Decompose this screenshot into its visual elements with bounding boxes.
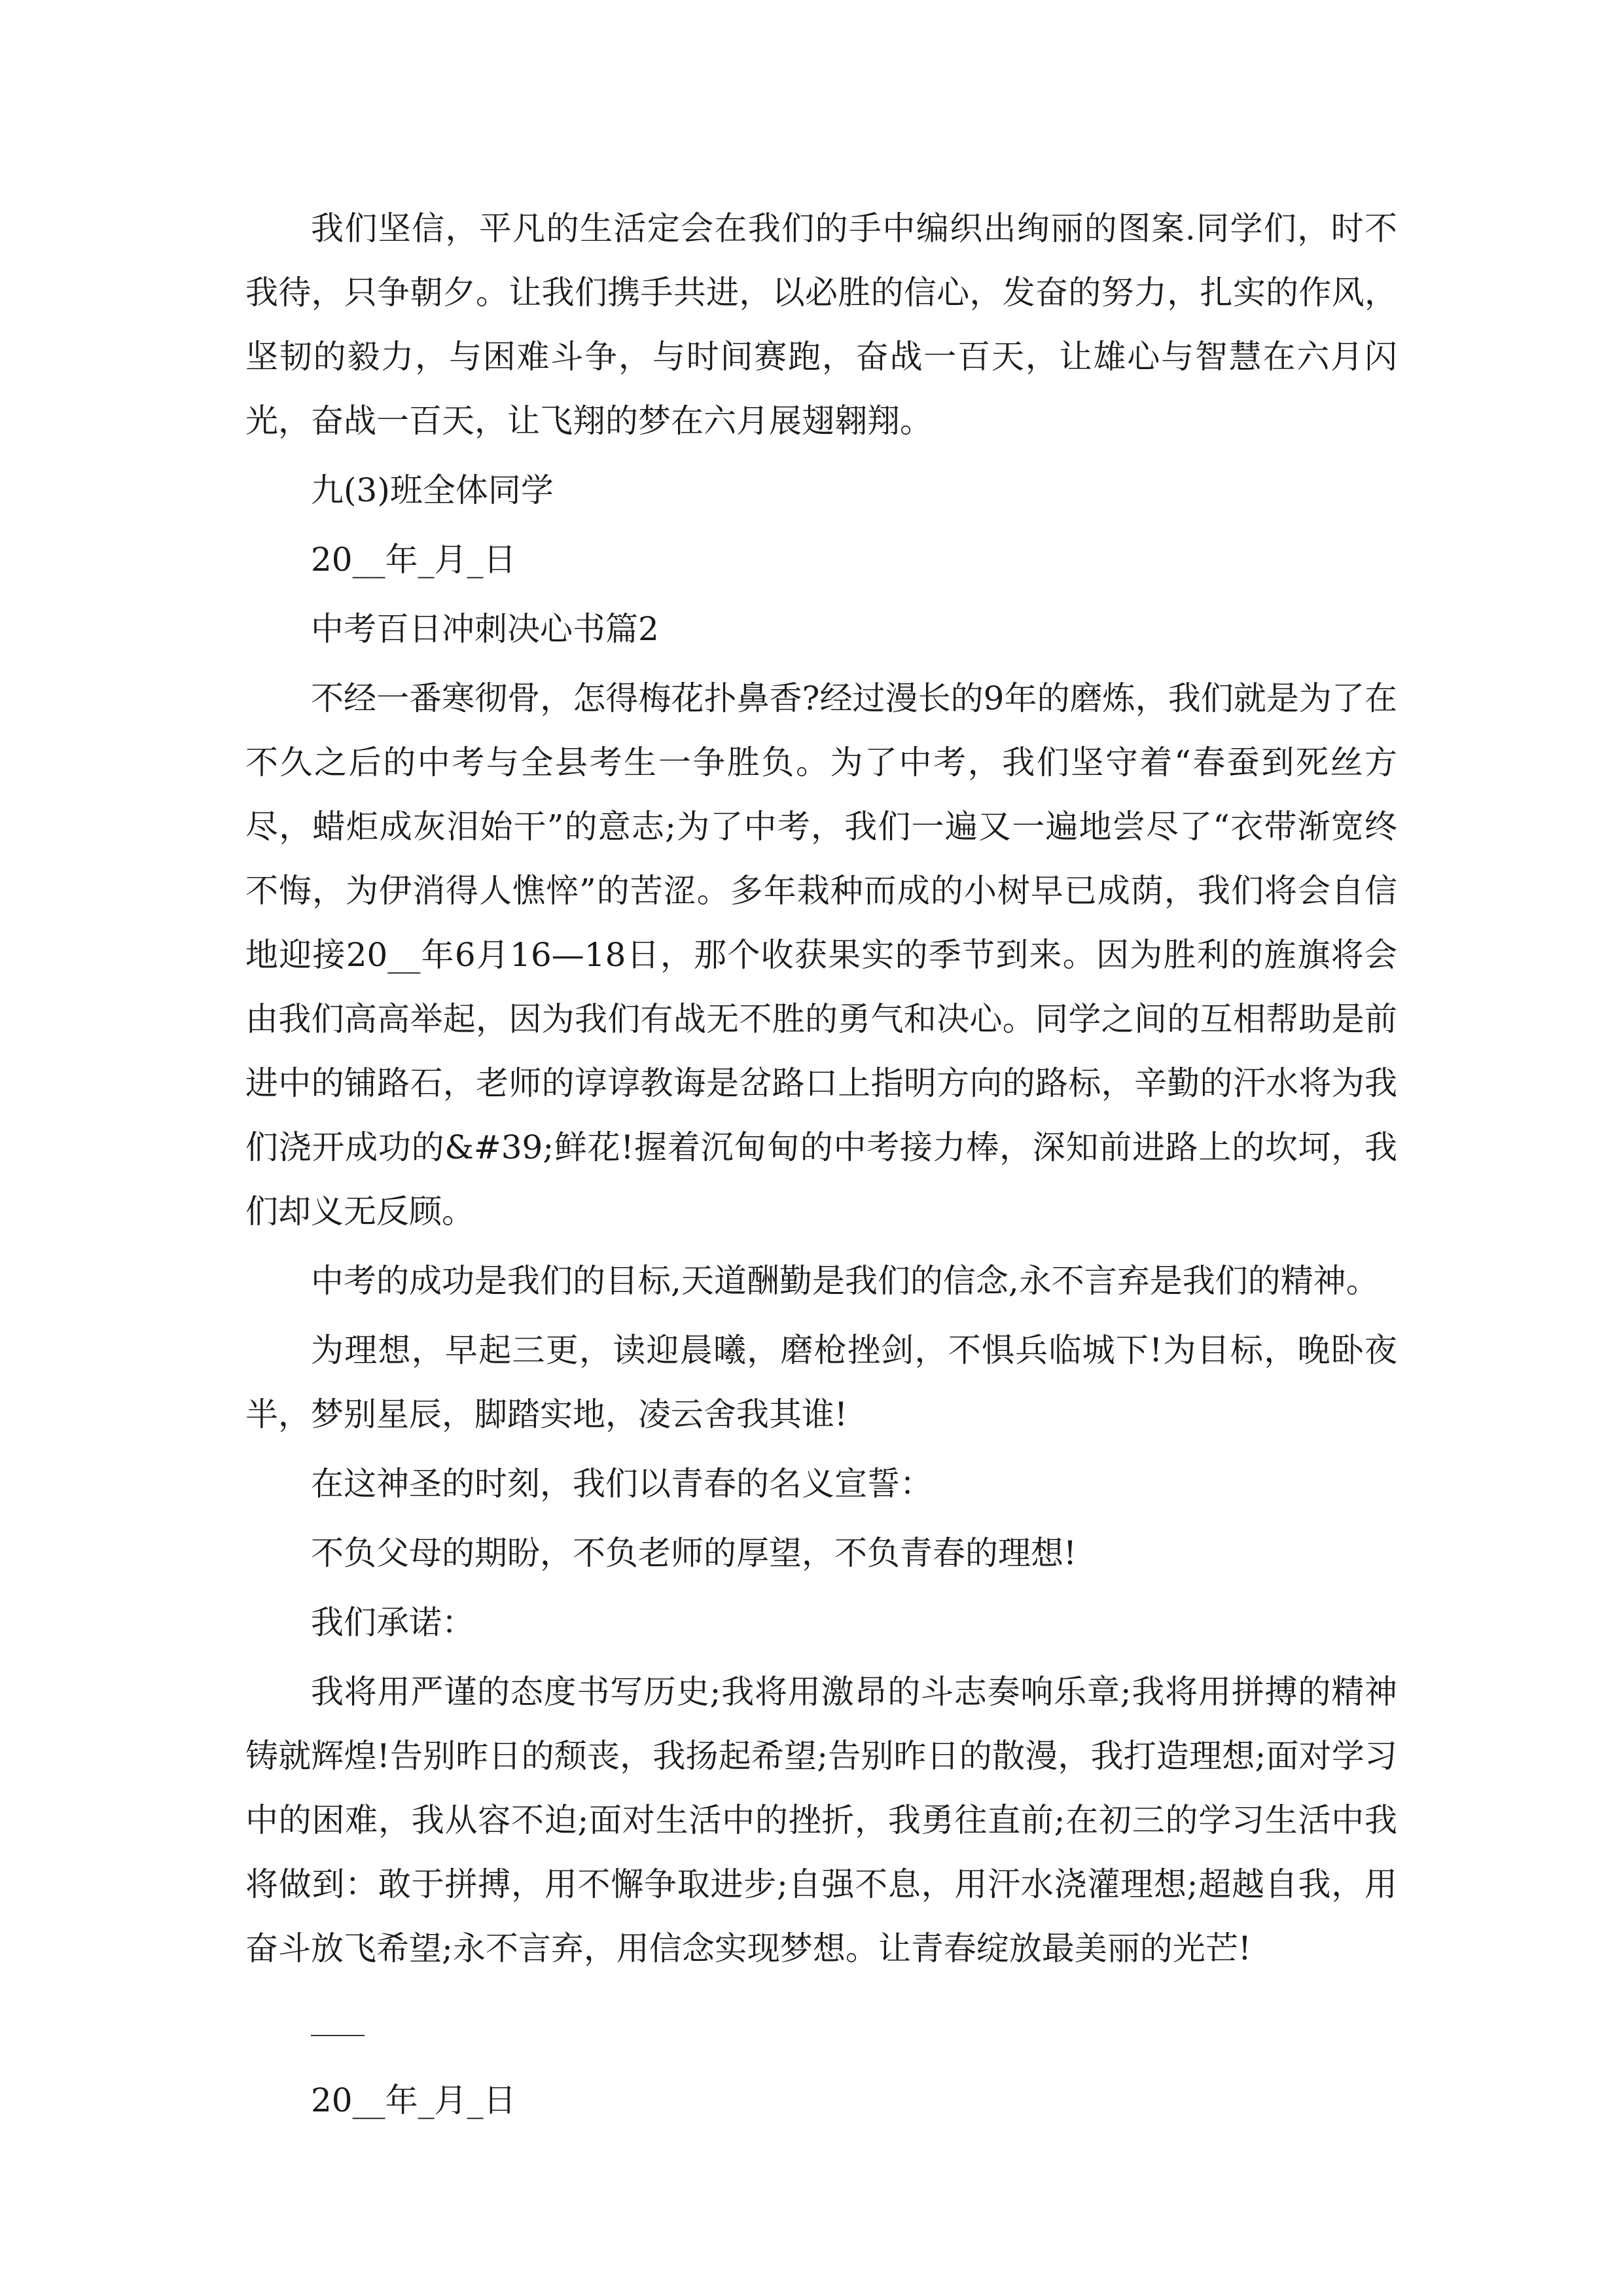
signature-class: 九(3)班全体同学 [311,471,554,509]
paragraph-oath: 不负父母的期盼，不负老师的厚望，不负青春的理想! [311,1534,1077,1572]
paragraph-resolution-closing: 我们坚信，平凡的生活定会在我们的手中编织出绚丽的图案.同学们，时不我待，只争朝夕。让我们携手共进，以必胜的信心，发奋的努力，扎实的作风，坚韧的毅力，与困难斗争，与时间赛跑，奋战一百天，让雄心与智慧在六月闪光，奋战一百天，让飞翔的梦在六月展翅翱翔。 [245,209,1397,440]
date-line: 20__年_月_日 [311,541,516,579]
paragraph-intro: 不经一番寒彻骨，怎得梅花扑鼻香?经过漫长的9年的磨炼，我们就是为了在不久之后的中考与全县考生一争胜负。为了中考，我们坚守着“春蚕到死丝方尽，蜡炬成灰泪始干”的意志;为了中考，我们一遍又一遍地尝尽了“衣带渐宽终不悔，为伊消得人憔悴”的苦涩。多年栽种而成的小树早已成荫，我们将会自信地迎接20__年6月16—18日，那个收获果实的季节到来。因为胜利的旌旗将会由我们高高举起，因为我们有战无不胜的勇气和决心。同学之间的互相帮助是前进中的铺路石，老师的谆谆教诲是岔路口上指明方向的路标，辛勤的汗水将为我们浇开成功的&#39;鲜花!握着沉甸甸的中考接力棒，深知前进路上的坎坷，我们却义无反顾。 [245,679,1397,1230]
section-title: 中考百日冲刺决心书篇2 [311,610,659,648]
paragraph-promise-heading: 我们承诺： [311,1604,474,1641]
paragraph-oath-intro: 在这神圣的时刻，我们以青春的名义宣誓： [311,1465,933,1503]
paragraph-ideal: 为理想，早起三更，读迎晨曦，磨枪挫剑，不惧兵临城下!为目标，晚卧夜半，梦别星辰，脚踏实地，凌云舍我其谁! [245,1331,1397,1433]
paragraph-promise: 我将用严谨的态度书写历史;我将用激昂的斗志奏响乐章;我将用拼搏的精神铸就辉煌!告别昨日的颓丧，我扬起希望;告别昨日的散漫，我打造理想;面对学习中的困难，我从容不迫;面对生活中的挫折，我勇往直前;在初三的学习生活中我将做到：敢于拼搏，用不懈争取进步;自强不息，用汗水浇灌理想;超越自我，用奋斗放飞希望;永不言弃，用信念实现梦想。让青春绽放最美丽的光芒! [245,1673,1397,1967]
signature-blank [245,2004,1397,2068]
document-body [245,196,1397,2138]
date-line-final: 20__年_月_日 [311,2081,516,2119]
signature-underline [311,2035,365,2036]
paragraph-goal: 中考的成功是我们的目标,天道酬勤是我们的信念,永不言弃是我们的精神。 [311,1262,1379,1300]
